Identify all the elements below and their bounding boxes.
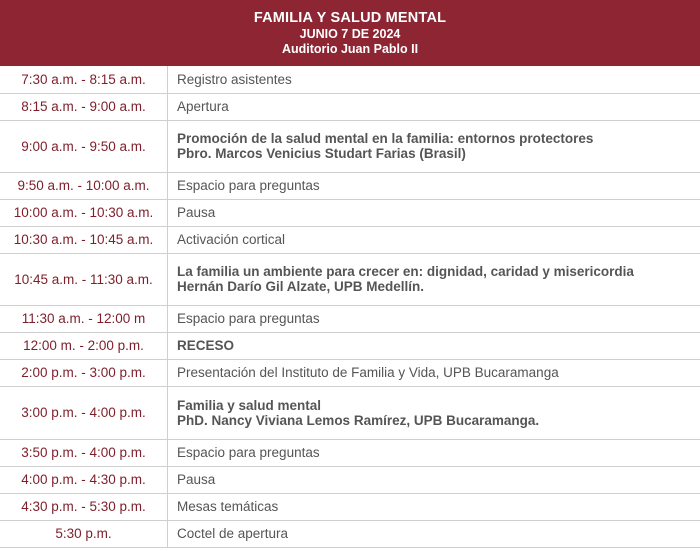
activity-title: Pausa bbox=[177, 205, 216, 220]
activity-title: Coctel de apertura bbox=[177, 526, 289, 541]
agenda-table bbox=[0, 66, 700, 548]
agenda-row bbox=[0, 520, 700, 547]
agenda-time: 2:00 p.m. - 3:00 p.m. bbox=[0, 359, 168, 386]
agenda-row bbox=[0, 332, 700, 359]
agenda-row bbox=[0, 66, 700, 93]
agenda-row bbox=[0, 199, 700, 226]
agenda-time: 12:00 m. - 2:00 p.m. bbox=[0, 332, 168, 359]
event-title: FAMILIA Y SALUD MENTAL bbox=[253, 9, 447, 26]
event-venue: Auditorio Juan Pablo II bbox=[281, 41, 419, 56]
activity-title: Espacio para preguntas bbox=[177, 311, 320, 326]
agenda-activity bbox=[168, 386, 700, 439]
agenda-time: 10:45 a.m. - 11:30 a.m. bbox=[0, 253, 168, 305]
agenda-activity bbox=[168, 359, 700, 386]
activity-title: Promoción de la salud mental en la familia: entornos protectores bbox=[177, 131, 594, 146]
activity-title: Espacio para preguntas bbox=[177, 445, 320, 460]
activity-speaker: PhD. Nancy Viviana Lemos Ramírez, UPB Bucaramanga. bbox=[177, 412, 540, 428]
activity-title: Mesas temáticas bbox=[177, 499, 279, 514]
activity-title: La familia un ambiente para crecer en: dignidad, caridad y misericordia bbox=[177, 264, 634, 279]
agenda-activity bbox=[168, 439, 700, 466]
agenda-activity bbox=[168, 226, 700, 253]
agenda-time: 9:00 a.m. - 9:50 a.m. bbox=[0, 120, 168, 172]
agenda-activity bbox=[168, 466, 700, 493]
agenda-time: 7:30 a.m. - 8:15 a.m. bbox=[0, 66, 168, 93]
agenda-time: 11:30 a.m. - 12:00 m bbox=[0, 305, 168, 332]
agenda-header bbox=[0, 0, 700, 66]
agenda-activity bbox=[168, 66, 700, 93]
agenda-activity bbox=[168, 520, 700, 547]
agenda-activity bbox=[168, 493, 700, 520]
agenda-time: 10:30 a.m. - 10:45 a.m. bbox=[0, 226, 168, 253]
event-date: JUNIO 7 DE 2024 bbox=[299, 26, 401, 41]
activity-title: Presentación del Instituto de Familia y Vida, UPB Bucaramanga bbox=[177, 365, 559, 380]
agenda-time: 9:50 a.m. - 10:00 a.m. bbox=[0, 172, 168, 199]
agenda-row bbox=[0, 359, 700, 386]
agenda-activity bbox=[168, 253, 700, 305]
agenda-row bbox=[0, 93, 700, 120]
activity-title: RECESO bbox=[177, 338, 235, 353]
agenda-activity bbox=[168, 199, 700, 226]
agenda-time: 8:15 a.m. - 9:00 a.m. bbox=[0, 93, 168, 120]
agenda-activity bbox=[168, 120, 700, 172]
agenda-row bbox=[0, 305, 700, 332]
agenda-row bbox=[0, 120, 700, 172]
agenda-time: 3:50 p.m. - 4:00 p.m. bbox=[0, 439, 168, 466]
agenda-activity bbox=[168, 332, 700, 359]
activity-title: Pausa bbox=[177, 472, 216, 487]
activity-title: Familia y salud mental bbox=[177, 397, 322, 413]
activity-speaker: Pbro. Marcos Venicius Studart Farias (Brasil) bbox=[177, 146, 466, 161]
agenda-time: 4:30 p.m. - 5:30 p.m. bbox=[0, 493, 168, 520]
activity-title: Espacio para preguntas bbox=[177, 178, 320, 193]
agenda-activity bbox=[168, 93, 700, 120]
agenda-row bbox=[0, 172, 700, 199]
agenda-row bbox=[0, 226, 700, 253]
activity-title: Apertura bbox=[177, 99, 229, 114]
agenda-activity bbox=[168, 305, 700, 332]
agenda-row bbox=[0, 386, 700, 439]
agenda-row bbox=[0, 253, 700, 305]
agenda-time: 5:30 p.m. bbox=[0, 520, 168, 547]
activity-speaker: Hernán Darío Gil Alzate, UPB Medellín. bbox=[177, 279, 425, 294]
agenda-row bbox=[0, 493, 700, 520]
agenda-time: 10:00 a.m. - 10:30 a.m. bbox=[0, 199, 168, 226]
agenda-row bbox=[0, 439, 700, 466]
activity-title: Registro asistentes bbox=[177, 71, 292, 87]
agenda-time: 3:00 p.m. - 4:00 p.m. bbox=[0, 386, 168, 439]
agenda-row bbox=[0, 466, 700, 493]
activity-title: Activación cortical bbox=[177, 232, 286, 247]
agenda-activity bbox=[168, 172, 700, 199]
agenda-time: 4:00 p.m. - 4:30 p.m. bbox=[0, 466, 168, 493]
